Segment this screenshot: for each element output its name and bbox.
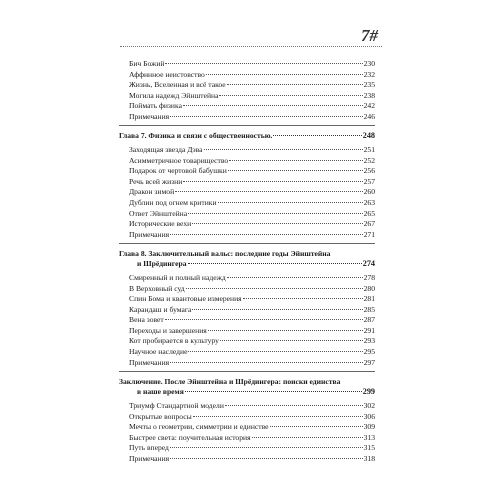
entry-page: 318 bbox=[363, 453, 375, 463]
dot-leader bbox=[170, 458, 362, 459]
dot-leader bbox=[204, 149, 363, 150]
entry-page: 238 bbox=[363, 90, 375, 100]
dot-leader bbox=[219, 95, 362, 96]
dot-leader bbox=[192, 309, 362, 310]
dot-leader bbox=[270, 426, 363, 427]
dot-leader bbox=[192, 223, 362, 224]
dot-leader bbox=[185, 391, 362, 392]
entry-page: 232 bbox=[363, 69, 375, 79]
entry-title: Смиренный и полный надежд bbox=[129, 273, 226, 283]
entry-page: 309 bbox=[363, 422, 375, 432]
entry-title: Бич Божий bbox=[129, 59, 165, 68]
chapter-page: 299 bbox=[362, 387, 375, 397]
entry-title: Быстрее света: поучительная история bbox=[129, 432, 251, 442]
toc-entry[interactable] bbox=[119, 112, 375, 123]
toc-entry[interactable] bbox=[119, 59, 375, 70]
entry-page: 278 bbox=[363, 273, 375, 283]
dot-leader bbox=[225, 405, 363, 406]
entry-title: Примечания bbox=[129, 229, 170, 239]
entry-page: 246 bbox=[363, 111, 375, 121]
entry-title: Аффинное неистовство bbox=[129, 69, 205, 79]
chapter-heading[interactable] bbox=[119, 131, 375, 141]
chapter-title: Глава 7. Физика и связи с общественностью. bbox=[119, 131, 273, 141]
dot-leader bbox=[170, 447, 363, 448]
dot-leader bbox=[165, 63, 362, 64]
entry-page: 287 bbox=[363, 315, 375, 325]
toc-entry[interactable] bbox=[119, 294, 375, 305]
entry-page: 257 bbox=[363, 176, 375, 186]
entry-page: 267 bbox=[363, 219, 375, 229]
entry-title: Могила надежд Эйнштейна bbox=[129, 90, 219, 100]
toc-entry[interactable] bbox=[119, 326, 375, 337]
dot-leader bbox=[165, 319, 363, 320]
entry-page: 230 bbox=[363, 59, 375, 68]
chapter-page: 248 bbox=[362, 131, 375, 141]
dot-leader bbox=[170, 116, 362, 117]
dot-leader bbox=[170, 234, 362, 235]
dot-leader bbox=[193, 416, 363, 417]
chapter-heading[interactable] bbox=[119, 249, 375, 269]
toc-entry[interactable] bbox=[119, 347, 375, 358]
entry-page: 281 bbox=[363, 294, 375, 304]
entry-title: Вена зовет bbox=[129, 315, 164, 325]
chapter-8-section bbox=[119, 249, 375, 368]
toc-entry[interactable] bbox=[119, 336, 375, 347]
dot-leader bbox=[243, 298, 363, 299]
toc-entry[interactable] bbox=[119, 156, 375, 167]
dot-leader bbox=[188, 351, 362, 352]
toc-entry[interactable] bbox=[119, 230, 375, 241]
chapter-title-line1: Заключение. После Эйнштейна и Шрёдингера: поиски единства bbox=[119, 377, 341, 387]
toc-entry[interactable] bbox=[119, 177, 375, 188]
intro-entries bbox=[119, 59, 375, 122]
dot-leader bbox=[206, 74, 363, 75]
entry-page: 242 bbox=[363, 101, 375, 111]
entry-title: Примечания bbox=[129, 453, 170, 463]
entry-title: Карандаш и бумага bbox=[129, 304, 192, 314]
entry-title: Переходы и завершения bbox=[129, 325, 207, 335]
conclusion-section bbox=[119, 377, 375, 464]
dot-leader bbox=[229, 160, 362, 161]
chapter-title-line2: и Шрёдингера bbox=[137, 259, 187, 269]
entry-title: Исторические вехи bbox=[129, 219, 192, 229]
entry-title: Дракон зимой bbox=[129, 187, 175, 197]
entry-title: Научное наследие bbox=[129, 347, 188, 357]
dot-leader bbox=[252, 437, 363, 438]
toc-entry[interactable] bbox=[119, 101, 375, 112]
entry-title: Спин Бома и квантовые измерения bbox=[129, 294, 242, 304]
entry-title: Примечания bbox=[129, 111, 170, 121]
entry-title: Поймать физика bbox=[129, 101, 182, 111]
toc-entry[interactable] bbox=[119, 91, 375, 102]
section-divider bbox=[119, 125, 375, 126]
entry-title: Подарок от чертовой бабушки bbox=[129, 166, 227, 176]
toc-entry[interactable] bbox=[119, 305, 375, 316]
toc-entry[interactable] bbox=[119, 70, 375, 81]
entry-title: Дублин под огнем критики bbox=[129, 198, 217, 208]
entry-page: 291 bbox=[363, 325, 375, 335]
entry-page: 295 bbox=[363, 347, 375, 357]
page-mark: 7# bbox=[361, 26, 378, 45]
entry-page: 256 bbox=[363, 166, 375, 176]
dot-leader bbox=[227, 277, 363, 278]
entry-page: 280 bbox=[363, 283, 375, 293]
entry-title: Мечты о геометрии, симметрии и единстве bbox=[129, 422, 269, 432]
toc-entry[interactable] bbox=[119, 454, 375, 465]
entry-title: Асимметричное товарищество bbox=[129, 155, 229, 165]
dot-leader bbox=[220, 340, 363, 341]
entry-title: В Верховный суд bbox=[129, 283, 185, 293]
chapter-7-section bbox=[119, 131, 375, 240]
entry-page: 315 bbox=[363, 443, 375, 453]
entry-page: 302 bbox=[363, 401, 375, 411]
dot-leader bbox=[183, 105, 363, 106]
toc-entry[interactable] bbox=[119, 145, 375, 156]
section-divider bbox=[119, 243, 375, 244]
entry-page: 271 bbox=[363, 229, 375, 239]
entry-page: 260 bbox=[363, 187, 375, 197]
header-dotted-rule bbox=[120, 46, 382, 47]
entry-page: 235 bbox=[363, 80, 375, 90]
chapter-title-line1: Глава 8. Заключительный вальс: последние годы Эйнштейна bbox=[119, 249, 331, 259]
entry-page: 293 bbox=[363, 336, 375, 346]
toc-entry[interactable] bbox=[119, 284, 375, 295]
chapter-heading[interactable] bbox=[119, 377, 375, 397]
entry-page: 251 bbox=[363, 145, 375, 155]
toc-entry[interactable] bbox=[119, 187, 375, 198]
toc-entry[interactable] bbox=[119, 412, 375, 423]
entry-title: Триумф Стандартной модели bbox=[129, 401, 224, 411]
dot-leader bbox=[188, 213, 363, 214]
toc-entry[interactable] bbox=[119, 443, 375, 454]
toc-entry[interactable] bbox=[119, 315, 375, 326]
entry-page: 265 bbox=[363, 208, 375, 218]
entry-page: 263 bbox=[363, 198, 375, 208]
dot-leader bbox=[208, 330, 363, 331]
table-of-contents bbox=[119, 59, 375, 464]
entry-title: Примечания bbox=[129, 357, 170, 367]
dot-leader bbox=[175, 191, 362, 192]
entry-page: 285 bbox=[363, 304, 375, 314]
entry-title: Открытые вопросы bbox=[129, 411, 192, 421]
section-divider bbox=[119, 371, 375, 372]
dot-leader bbox=[188, 263, 362, 264]
entry-title: Путь вперед bbox=[129, 443, 169, 453]
entry-page: 252 bbox=[363, 155, 375, 165]
dot-leader bbox=[170, 362, 362, 363]
toc-entry[interactable] bbox=[119, 80, 375, 91]
dot-leader bbox=[183, 181, 362, 182]
toc-entry[interactable] bbox=[119, 422, 375, 433]
toc-entry[interactable] bbox=[119, 166, 375, 177]
entry-title: Ответ Эйнштейна bbox=[129, 208, 188, 218]
entry-page: 306 bbox=[363, 411, 375, 421]
dot-leader bbox=[273, 135, 361, 136]
entry-title: Заходящая звезда Дэва bbox=[129, 145, 203, 155]
chapter-title-line2: в наше время bbox=[137, 387, 184, 397]
entry-title: Кот пробирается в культуру bbox=[129, 336, 219, 346]
entry-title: Речь всей жизни bbox=[129, 176, 183, 186]
toc-entry[interactable] bbox=[119, 198, 375, 209]
dot-leader bbox=[218, 202, 363, 203]
toc-entry[interactable] bbox=[119, 209, 375, 220]
dot-leader bbox=[228, 170, 363, 171]
toc-entry[interactable] bbox=[119, 219, 375, 230]
entry-page: 297 bbox=[363, 357, 375, 367]
toc-entry[interactable] bbox=[119, 433, 375, 444]
toc-entry[interactable] bbox=[119, 358, 375, 369]
entry-page: 313 bbox=[363, 432, 375, 442]
toc-entry[interactable] bbox=[119, 273, 375, 284]
toc-entry[interactable] bbox=[119, 401, 375, 412]
entry-title: Жизнь, Вселенная и всё такое bbox=[129, 80, 226, 90]
dot-leader bbox=[227, 84, 363, 85]
dot-leader bbox=[186, 288, 363, 289]
chapter-page: 274 bbox=[362, 259, 375, 269]
